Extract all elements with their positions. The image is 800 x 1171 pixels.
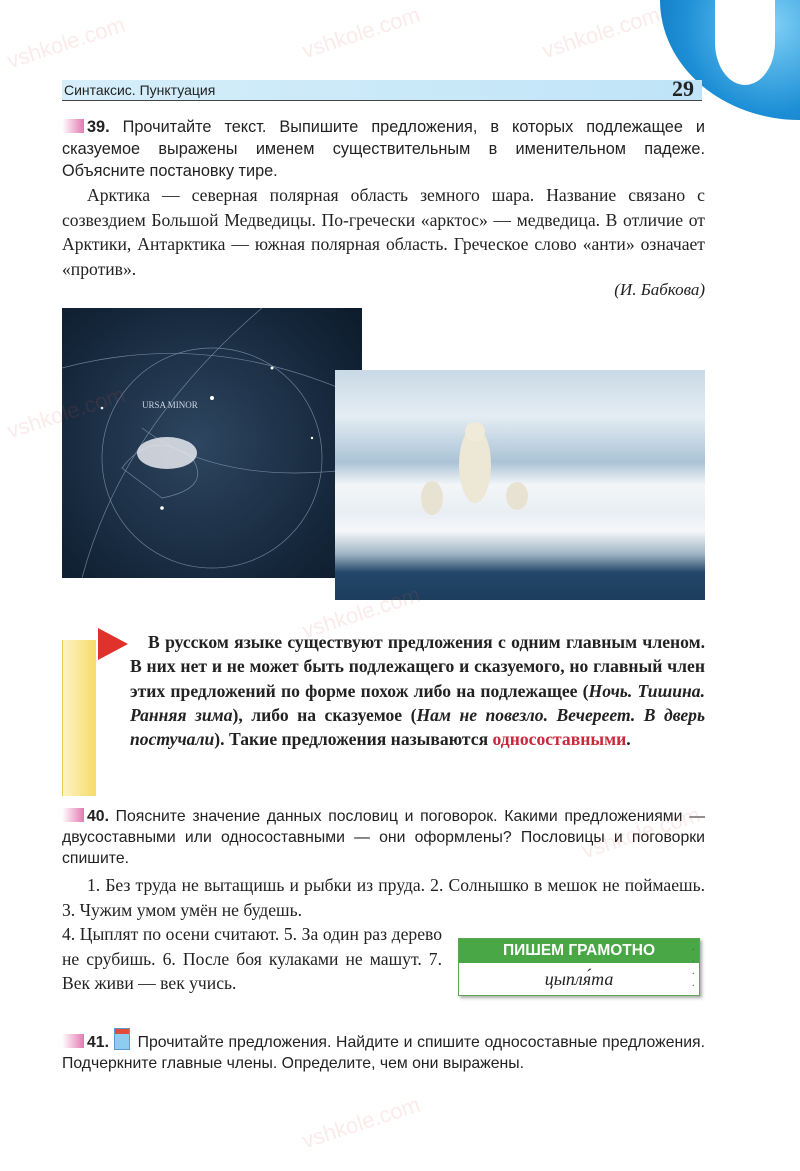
task-text: Прочитайте предложения. Найдите и спишите односоставные предложения. Подчеркните главные члены. Определите, чем они выражены. xyxy=(62,1034,706,1072)
constellation-label: URSA MINOR xyxy=(142,400,198,410)
polar-bears-photo xyxy=(335,370,705,600)
citation: (И. Бабкова) xyxy=(614,280,705,299)
rule-arrow-icon xyxy=(98,628,128,660)
task-text: Поясните значение данных пословиц и поговорок. Какими предложениями — двусоставными или односоставными — они оформлены? Пословицы и поговорки спишите. xyxy=(62,808,705,867)
watermark: vshkole.com xyxy=(298,1,423,64)
watermark: vshkole.com xyxy=(298,1091,423,1154)
exercise-number: 39. xyxy=(87,118,110,136)
exercise-41-task xyxy=(62,1028,705,1074)
polar-bears xyxy=(335,370,705,600)
watermark: vshkole.com xyxy=(538,1,663,64)
exercise-marker xyxy=(62,808,84,822)
watermark: vshkole.com xyxy=(578,801,703,864)
rule-text: . xyxy=(626,729,631,750)
exercise-marker xyxy=(62,1034,84,1048)
watermark: vshkole.com xyxy=(298,581,423,644)
header-divider xyxy=(62,100,702,101)
rule-text: ), либо на сказуемое ( xyxy=(232,704,417,725)
rule-example: Нам не повезло. Вечереет. В дверь постучали xyxy=(130,704,705,750)
proverbs-top: 1. Без труда не вытащишь и рыбки из пруда. 2. Солнышко в мешок не поймаешь. 3. Чужим умом умён не будешь. xyxy=(62,875,705,920)
exercise-number: 40. xyxy=(87,808,109,825)
spelling-box xyxy=(458,938,700,996)
spelling-word: цыпля́та xyxy=(544,969,614,989)
spelling-box-title: ПИШЕМ ГРАМОТНО xyxy=(459,939,699,963)
constellation-map-image xyxy=(62,308,362,578)
watermark: vshkole.com xyxy=(3,11,128,74)
exercise-39-task xyxy=(62,116,705,182)
rule-box xyxy=(130,630,705,751)
rule-sidebar xyxy=(62,640,96,796)
constellation-lines xyxy=(62,308,362,578)
corner-decoration-cutout xyxy=(715,0,775,85)
dots-decoration: · · · · xyxy=(691,945,695,992)
section-title: Синтаксис. Пунктуация xyxy=(64,82,216,98)
exercise-marker xyxy=(62,119,84,133)
rule-term: односоставными xyxy=(492,729,627,750)
building-icon xyxy=(114,1028,130,1050)
rule-text: В русском языке существуют предложения с одним главным членом. В них нет и не может быть подлежащего и сказуемого, но главный член этих предложений по форме похож либо на подлежащее ( xyxy=(130,632,705,701)
task-text: Прочитайте текст. Выпишите предложения, в которых подлежащее и сказуемое выражены именем существительным в именительном падеже. Объясните постановку тире. xyxy=(62,118,705,180)
rule-text: ). Такие предложения называются xyxy=(214,729,493,750)
page-number: 29 xyxy=(672,76,694,101)
rule-example: Ночь. Тишина. Ранняя зима xyxy=(130,680,705,725)
exercise-39-text: Арктика — северная полярная область земного шара. Название связано с созвездием Большой Медведицы. По-гречески «арктос» — медведица. В отличие от Арктики, Антарктика — южная полярная область. Греческое слово «анти» означает «против». xyxy=(62,185,705,279)
exercise-number: 41. xyxy=(87,1034,109,1051)
exercise-40-task xyxy=(62,806,705,869)
proverbs-side: 4. Цыплят по осени считают. 5. За один раз дерево не срубишь. 6. После боя кулаками не машут. 7. Век живи — век учись. xyxy=(62,924,442,993)
